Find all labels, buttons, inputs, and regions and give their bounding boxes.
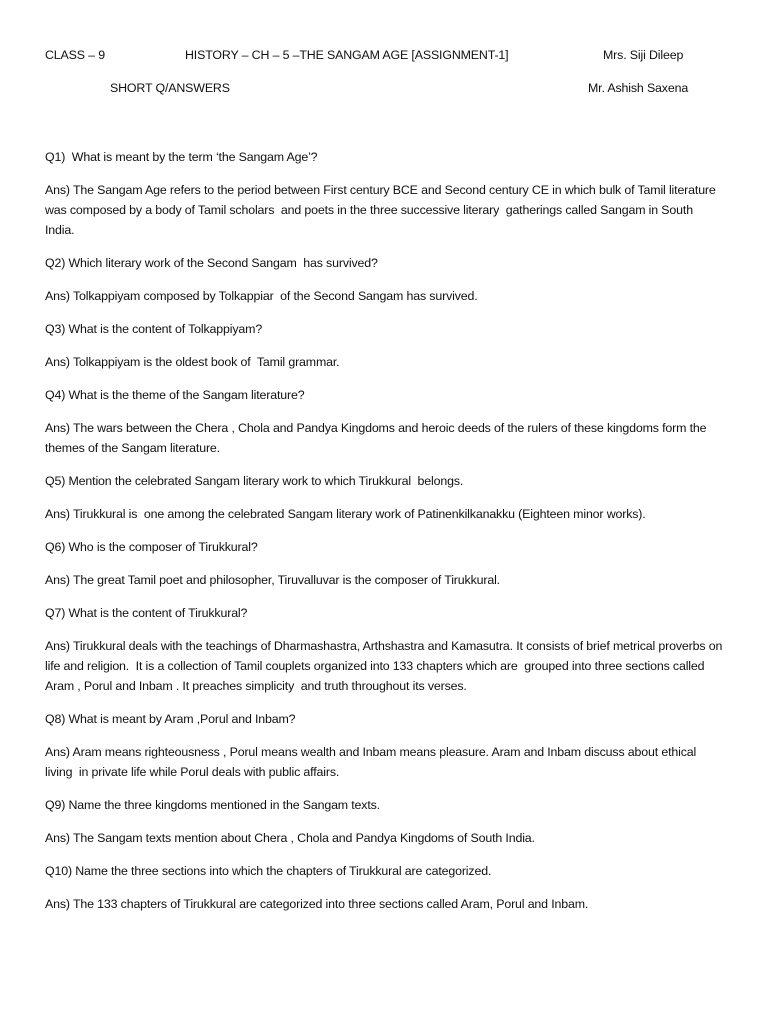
qa-list <box>45 147 725 927</box>
question-1: Q1) What is meant by the term ‘the Sangam Age’? <box>45 150 318 164</box>
question-2: Q2) Which literary work of the Second Sangam has survived? <box>45 256 378 270</box>
document-title: HISTORY – CH – 5 –THE SANGAM AGE [ASSIGNMENT-1] <box>185 48 509 62</box>
answer-1: Ans) The Sangam Age refers to the period between First century BCE and Second century CE in which bulk of Tamil literature was composed by a body of Tamil scholars and poets in the three successive literary gatherings called Sangam in South India. <box>45 183 719 237</box>
answer-8: Ans) Aram means righteousness , Porul means wealth and Inbam means pleasure. Aram and Inbam discuss about ethical living in private life while Porul deals with public affairs. <box>45 745 700 779</box>
question-10: Q10) Name the three sections into which the chapters of Tirukkural are categorized. <box>45 864 492 878</box>
question-6: Q6) Who is the composer of Tirukkural? <box>45 540 258 554</box>
answer-2: Ans) Tolkappiyam composed by Tolkappiar of the Second Sangam has survived. <box>45 289 478 303</box>
section-label: SHORT Q/ANSWERS <box>110 81 230 95</box>
question-7: Q7) What is the content of Tirukkural? <box>45 606 248 620</box>
answer-7: Ans) Tirukkural deals with the teachings of Dharmashastra, Arthshastra and Kamasutra. It consists of brief metrical proverbs on life and religion. It is a collection of Tamil couplets organized into 133 chapters which are grouped into three sections called Aram , Porul and Inbam . It preaches simplicity and truth throughout its verses. <box>45 639 726 693</box>
class-label: CLASS – 9 <box>45 48 105 62</box>
question-3: Q3) What is the content of Tolkappiyam? <box>45 322 263 336</box>
teacher-name-2: Mr. Ashish Saxena <box>588 81 689 95</box>
question-5: Q5) Mention the celebrated Sangam literary work to which Tirukkural belongs. <box>45 474 464 488</box>
answer-10: Ans) The 133 chapters of Tirukkural are categorized into three sections called Aram, Porul and Inbam. <box>45 897 589 911</box>
question-4: Q4) What is the theme of the Sangam literature? <box>45 388 305 402</box>
answer-4: Ans) The wars between the Chera , Chola and Pandya Kingdoms and heroic deeds of the rulers of these kingdoms form the themes of the Sangam literature. <box>45 421 710 455</box>
teacher-name-1: Mrs. Siji Dileep <box>603 48 684 62</box>
answer-6: Ans) The great Tamil poet and philosopher, Tiruvalluvar is the composer of Tirukkural. <box>45 573 500 587</box>
answer-3: Ans) Tolkappiyam is the oldest book of Tamil grammar. <box>45 355 340 369</box>
answer-5: Ans) Tirukkural is one among the celebrated Sangam literary work of Patinenkilkanakku (Eighteen minor works). <box>45 507 646 521</box>
question-9: Q9) Name the three kingdoms mentioned in the Sangam texts. <box>45 798 380 812</box>
answer-9: Ans) The Sangam texts mention about Chera , Chola and Pandya Kingdoms of South India. <box>45 831 535 845</box>
question-8: Q8) What is meant by Aram ,Porul and Inbam? <box>45 712 296 726</box>
